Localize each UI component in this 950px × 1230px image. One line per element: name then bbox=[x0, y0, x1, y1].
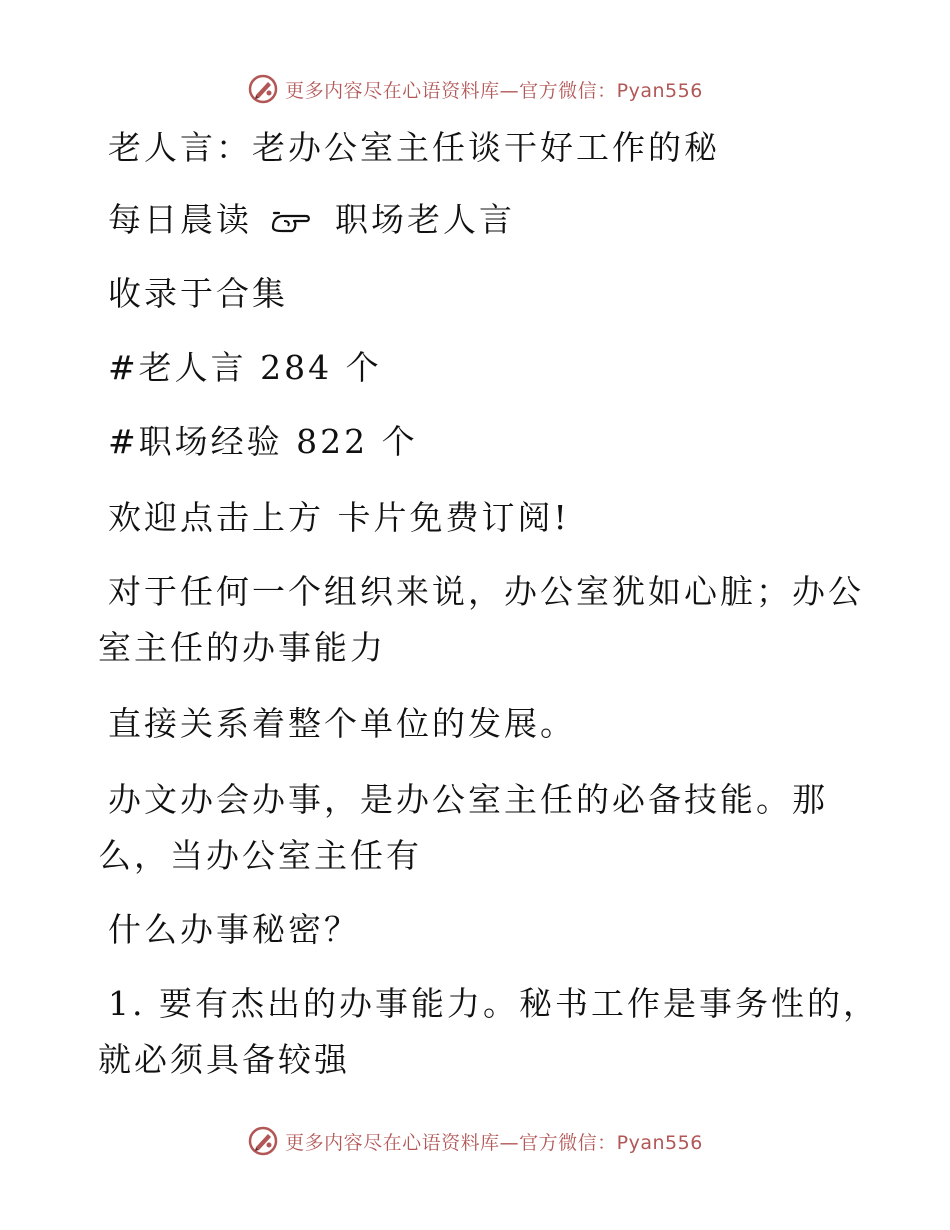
watermark-text: 更多内容尽在心语资料库—官方微信：Pyan556 bbox=[285, 79, 703, 102]
collection-label: 收录于合集 bbox=[108, 274, 288, 313]
pen-logo-icon bbox=[247, 1125, 279, 1157]
column-line bbox=[108, 200, 515, 240]
paragraph-1-line-2: 室主任的办事能力 bbox=[98, 628, 386, 667]
paragraph-3-line-2: 么，当办公室主任有 bbox=[98, 836, 422, 875]
paragraph-1-line-1: 对于任何一个组织来说，办公室犹如心脏；办公 bbox=[108, 572, 864, 611]
paragraph-5-line-2: 就必须具备较强 bbox=[98, 1040, 350, 1079]
document-title: 老人言：老办公室主任谈干好工作的秘 bbox=[108, 128, 720, 167]
pen-logo-icon bbox=[247, 73, 279, 105]
subscribe-prompt: 欢迎点击上方 卡片免费订阅! bbox=[108, 498, 570, 537]
watermark-text: 更多内容尽在心语资料库—官方微信：Pyan556 bbox=[285, 1131, 703, 1154]
tag-workplace-experience[interactable]: #职场经验 822 个 bbox=[108, 422, 418, 461]
paragraph-4: 什么办事秘密？ bbox=[108, 910, 360, 949]
column-name: 职场老人言 bbox=[335, 200, 515, 239]
paragraph-2: 直接关系着整个单位的发展。 bbox=[108, 704, 576, 743]
pointing-hand-icon bbox=[270, 207, 314, 235]
watermark-banner-top bbox=[0, 70, 950, 108]
column-prefix: 每日晨读 bbox=[108, 200, 252, 239]
paragraph-3-line-1: 办文办会办事，是办公室主任的必备技能。那 bbox=[108, 780, 828, 819]
watermark-banner-bottom bbox=[0, 1122, 950, 1160]
paragraph-5-line-1: 1. 要有杰出的办事能力。秘书工作是事务性的， bbox=[108, 984, 879, 1023]
tag-laorenyan[interactable]: #老人言 284 个 bbox=[108, 348, 382, 387]
